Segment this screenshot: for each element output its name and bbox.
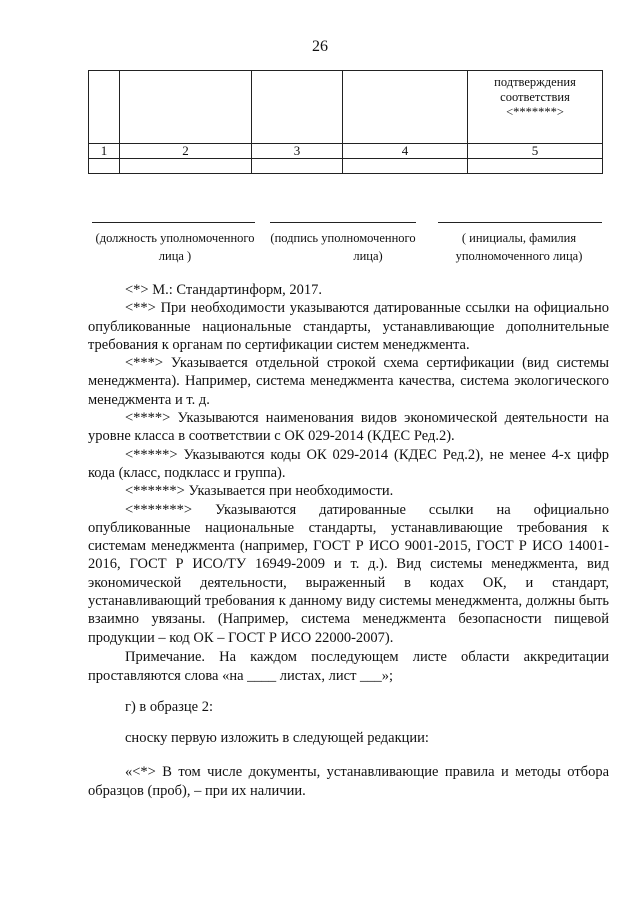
footnote-instruction: сноску первую изложить в следующей редакции: <box>125 730 429 746</box>
footnote: <*> М.: Стандартинформ, 2017. <box>125 282 323 298</box>
footnote: <*******> Указываются датированные ссылки на официально опубликованные национальные стандарты, устанавливающие требования к системам менеджмента (например, ГОСТ Р ИСО 9001-2015, ГОСТ Р ИСО 14001-2016, ГОСТ Р ИСО/ТУ 16949-2009 и т. д.). Вид системы менеджмента, вид экономической деятельности, выраженный в кодах ОК, и стандарт, устанавливающий требования к данному виду системы менеджмента, должны быть взаимно увязаны. (Например, система менеджмента безопасности пищевой продукции – код ОК – ГОСТ Р ИСО 22000-2007). <box>88 501 609 646</box>
signature-line <box>270 222 416 223</box>
table-header-row <box>89 71 603 144</box>
note-paragraph: Примечание. На каждом последующем листе области аккредитации проставляются слова «на ____ листах, лист ___»; <box>88 649 609 684</box>
header-cell-text: подтверждения соответствия <*******> <box>494 75 576 119</box>
table-cell <box>89 71 120 144</box>
column-number: 2 <box>120 144 252 159</box>
item-g-paragraph: г) в образце 2: <box>125 699 214 715</box>
column-number: 3 <box>252 144 343 159</box>
footnote: <******> Указывается при необходимости. <box>125 483 394 500</box>
column-number: 4 <box>343 144 468 159</box>
signature-caption-signature: (подпись уполномоченного лица) <box>270 231 416 263</box>
column-number: 1 <box>89 144 120 159</box>
footnote: <*****> Указываются коды ОК 029-2014 (КДЕС Ред.2), не менее 4-х цифр кода (класс, подкласс и группа). <box>88 446 609 481</box>
table-row <box>89 159 603 174</box>
table-cell <box>252 159 343 174</box>
accreditation-table <box>88 70 603 174</box>
signature-caption-name: ( инициалы, фамилия уполномоченного лица) <box>455 231 583 263</box>
table-cell <box>343 159 468 174</box>
table-cell <box>468 71 603 144</box>
footnotes <box>88 281 609 647</box>
table-cell <box>89 159 120 174</box>
table-cell <box>120 71 252 144</box>
table-cell <box>468 159 603 174</box>
footnote: <***> Указывается отдельной строкой схема сертификации (вид системы менеджмента). Например, система менеджмента качества, система экологического менеджмента и т. д. <box>88 355 609 408</box>
new-footnote-text: «<*> В том числе документы, устанавливающие правила и методы отбора образцов (проб), – при их наличии. <box>88 764 609 799</box>
signature-line <box>92 222 255 223</box>
footnote: <**> При необходимости указываются датированные ссылки на официально опубликованные национальные стандарты, устанавливающие дополнительные требования к органам по сертификации систем менеджмента. <box>88 300 609 353</box>
footnote: <****> Указываются наименования видов экономической деятельности на уровне класса в соответствии с ОК 029-2014 (КДЕС Ред.2). <box>88 410 609 445</box>
table-cell <box>252 71 343 144</box>
table-row <box>89 144 603 159</box>
table-cell <box>120 159 252 174</box>
signature-line <box>438 222 602 223</box>
signature-caption-position: (должность уполномоченного лица ) <box>95 231 255 263</box>
column-number: 5 <box>468 144 603 159</box>
table-cell <box>343 71 468 144</box>
page-number: 26 <box>312 38 328 55</box>
